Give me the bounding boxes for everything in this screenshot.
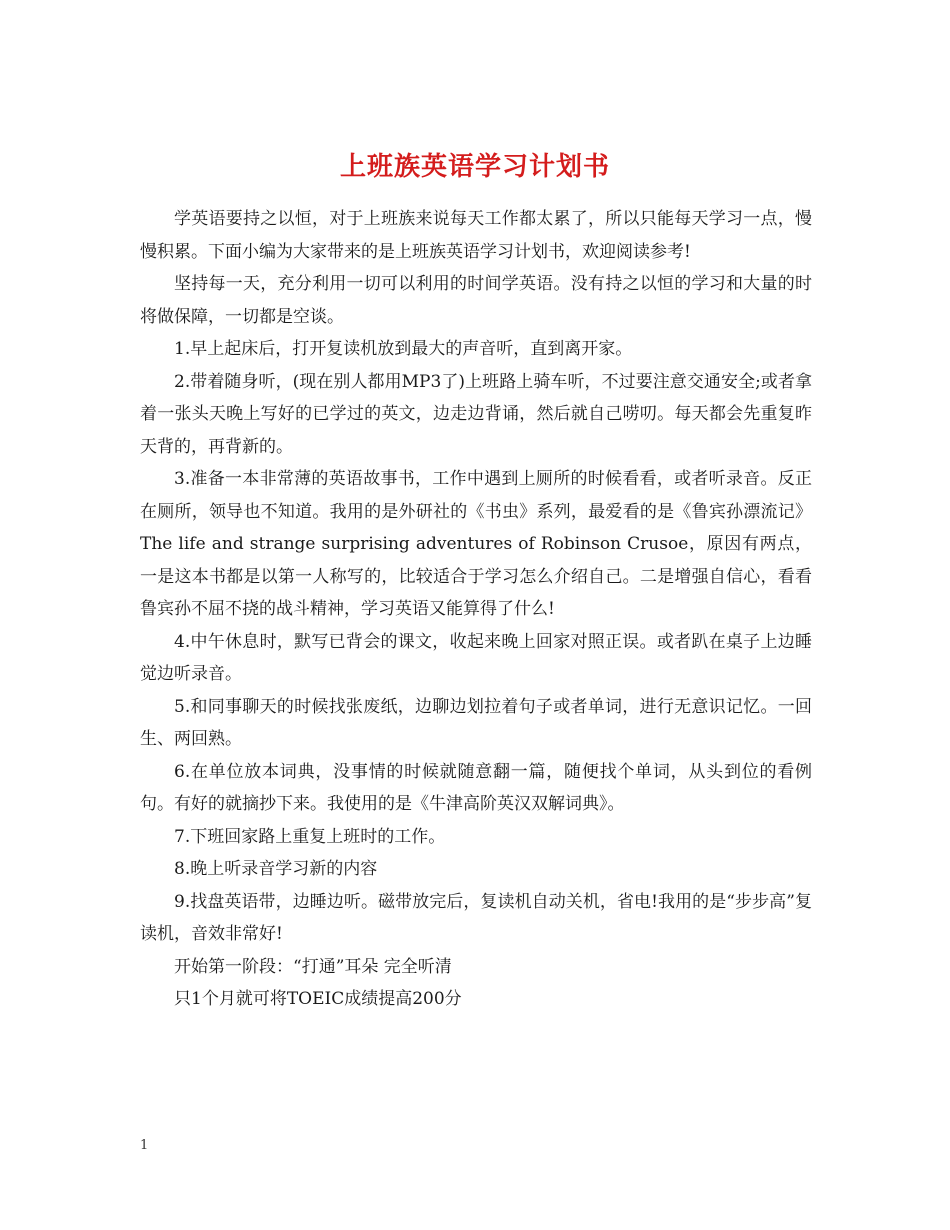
document-body: [140, 203, 812, 1016]
paragraph-persistence: 坚持每一天，充分利用一切可以利用的时间学英语。没有持之以恒的学习和大量的时将做保障，一切都是空谈。: [140, 274, 812, 327]
paragraph-item-1: 1.早上起床后，打开复读机放到最大的声音听，直到离开家。: [174, 339, 633, 359]
paragraph-toeic: 只1个月就可将TOEIC成绩提高200分: [174, 989, 462, 1009]
paragraph-item-2: 2.带着随身听，(现在别人都用MP3了)上班路上骑车听，不过要注意交通安全;或者拿着一张头天晚上写好的已学过的英文，边走边背诵，然后就自己唠叨。每天都会先重复昨天背的，再背新的。: [140, 371, 812, 457]
paragraph-item-3: 3.准备一本非常薄的英语故事书，工作中遇到上厕所的时候看看，或者听录音。反正在厕所，领导也不知道。我用的是外研社的《书虫》系列，最爱看的是《鲁宾孙漂流记》The life and strange surprising adventures of Robinson Crusoe，原因有两点，一是这本书都是以第一人称写的，比较适合于学习怎么介绍自己。二是增强自信心，看看鲁宾孙不屈不挠的战斗精神，学习英语又能算得了什么!: [140, 469, 812, 619]
document-title: 上班族英语学习计划书: [339, 152, 610, 183]
page-number: 1: [140, 1138, 149, 1153]
paragraph-intro: 学英语要持之以恒，对于上班族来说每天工作都太累了，所以只能每天学习一点，慢慢积累。下面小编为大家带来的是上班族英语学习计划书，欢迎阅读参考!: [140, 209, 812, 262]
paragraph-item-9: 9.找盘英语带，边睡边听。磁带放完后，复读机自动关机，省电!我用的是“步步高”复读机，音效非常好!: [140, 891, 812, 944]
footer-divider: [140, 1131, 812, 1132]
paragraph-item-7: 7.下班回家路上重复上班时的工作。: [174, 826, 446, 847]
paragraph-item-8: 8.晚上听录音学习新的内容: [174, 859, 378, 879]
paragraph-item-5: 5.和同事聊天的时候找张废纸，边聊边划拉着句子或者单词，进行无意识记忆。一回生、两回熟。: [140, 696, 812, 749]
paragraph-item-6: 6.在单位放本词典，没事情的时候就随意翻一篇，随便找个单词，从头到位的看例句。有好的就摘抄下来。我使用的是《牛津高阶英汉双解词典》。: [140, 761, 812, 814]
paragraph-stage-one: 开始第一阶段：“打通”耳朵 完全听清: [174, 956, 452, 977]
paragraph-item-4: 4.中午休息时，默写已背会的课文，收起来晚上回家对照正误。或者趴在桌子上边睡觉边听录音。: [140, 631, 812, 684]
